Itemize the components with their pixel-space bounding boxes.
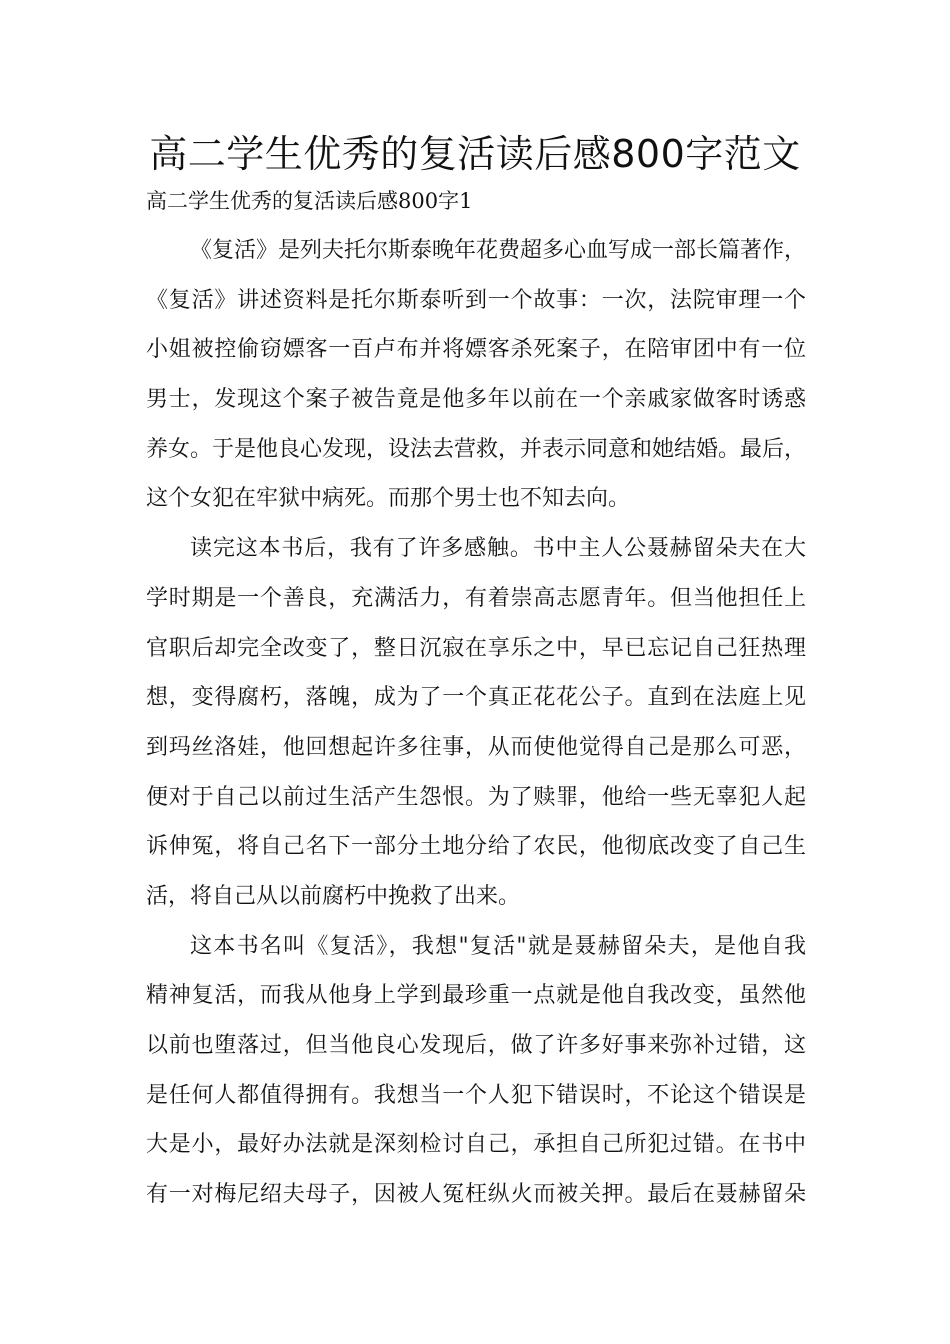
document-body <box>146 226 806 1220</box>
text-line: 养女。于是他良心发现，设法去营救，并表示同意和她结婚。最后， <box>146 436 807 462</box>
text-line: 活，将自己从以前腐朽中挽救了出来。 <box>146 883 521 909</box>
text-line: 诉伸冤，将自己名下一部分土地分给了农民，他彻底改变了自己生 <box>146 834 806 860</box>
text-line: 这个女犯在牢狱中病死。而那个男士也不知去向。 <box>146 486 631 512</box>
text-line: 有一对梅尼绍夫母子，因被人冤枉纵火而被关押。最后在聂赫留朵 <box>146 1182 806 1208</box>
text-line: 学时期是一个善良，充满活力，有着崇高志愿青年。但当他担任上 <box>146 585 806 611</box>
document-title: 高二学生优秀的复活读后感800字范文 <box>149 132 801 176</box>
text-line: 大是小，最好办法就是深刻检讨自己，承担自己所犯过错。在书中 <box>146 1132 806 1158</box>
text-line: 男士，发现这个案子被告竟是他多年以前在一个亲戚家做客时诱惑 <box>146 387 806 413</box>
text-line: 想，变得腐朽，落魄，成为了一个真正花花公子。直到在法庭上见 <box>146 685 806 711</box>
text-line: 到玛丝洛娃，他回想起许多往事，从而使他觉得自己是那么可恶， <box>146 734 806 760</box>
text-line: 这本书名叫《复活》，我想"复活"就是聂赫留朵夫，是他自我 <box>190 933 806 959</box>
text-line: 以前也堕落过，但当他良心发现后，做了许多好事来弥补过错，这 <box>146 1033 806 1058</box>
text-line: 官职后却完全改变了，整日沉寂在享乐之中，早已忘记自己狂热理 <box>146 635 806 661</box>
text-line: 是任何人都值得拥有。我想当一个人犯下错误时，不论这个错误是 <box>146 1082 806 1108</box>
text-line: 《复活》讲述资料是托尔斯泰听到一个故事：一次，法院审理一个 <box>146 287 806 313</box>
text-line: 读完这本书后，我有了许多感触。书中主人公聂赫留朵夫在大 <box>190 536 806 562</box>
document-subtitle: 高二学生优秀的复活读后感800字1 <box>146 189 473 213</box>
text-line: 小姐被控偷窃嫖客一百卢布并将嫖客杀死案子，在陪审团中有一位 <box>146 337 806 363</box>
text-line: 便对于自己以前过生活产生怨恨。为了赎罪，他给一些无辜犯人起 <box>146 784 806 810</box>
text-line: 精神复活，而我从他身上学到最珍重一点就是他自我改变，虽然他 <box>146 983 806 1009</box>
text-line: 《复活》是列夫托尔斯泰晚年花费超多心血写成一部长篇著作， <box>190 238 807 263</box>
